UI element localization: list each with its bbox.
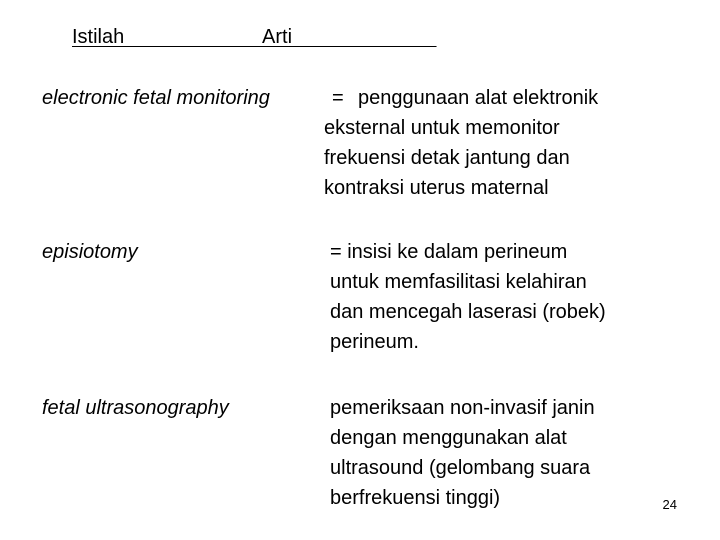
definition-line: berfrekuensi tinggi): [330, 487, 501, 509]
term-electronic-fetal-monitoring: electronic fetal monitoring: [42, 87, 270, 109]
definition-line: kontraksi uterus maternal: [324, 177, 549, 199]
term-fetal-ultrasonography: fetal ultrasonography: [42, 397, 229, 419]
definition-line: ultrasound (gelombang suara: [330, 457, 591, 479]
page-number: 24: [662, 497, 677, 512]
definition-line: untuk memfasilitasi kelahiran: [330, 271, 587, 293]
definition-line: = insisi ke dalam perineum: [330, 241, 568, 263]
definition-line: penggunaan alat elektronik: [358, 87, 599, 109]
equals-sign: =: [332, 87, 344, 109]
definition-line: pemeriksaan non-invasif janin: [330, 397, 595, 419]
definition-line: perineum.: [330, 331, 419, 353]
table-header: Istilah Arti: [72, 26, 437, 48]
definition-line: frekuensi detak jantung dan: [324, 147, 570, 169]
definition-fetal-ultrasonography: [330, 393, 670, 513]
definition-electronic-fetal-monitoring: [324, 83, 698, 203]
definition-episiotomy: [330, 237, 670, 357]
term-episiotomy: episiotomy: [42, 241, 138, 263]
definition-line: dan mencegah laserasi (robek): [330, 301, 606, 323]
definition-line: eksternal untuk memonitor: [324, 117, 560, 139]
definition-line: dengan menggunakan alat: [330, 427, 567, 449]
